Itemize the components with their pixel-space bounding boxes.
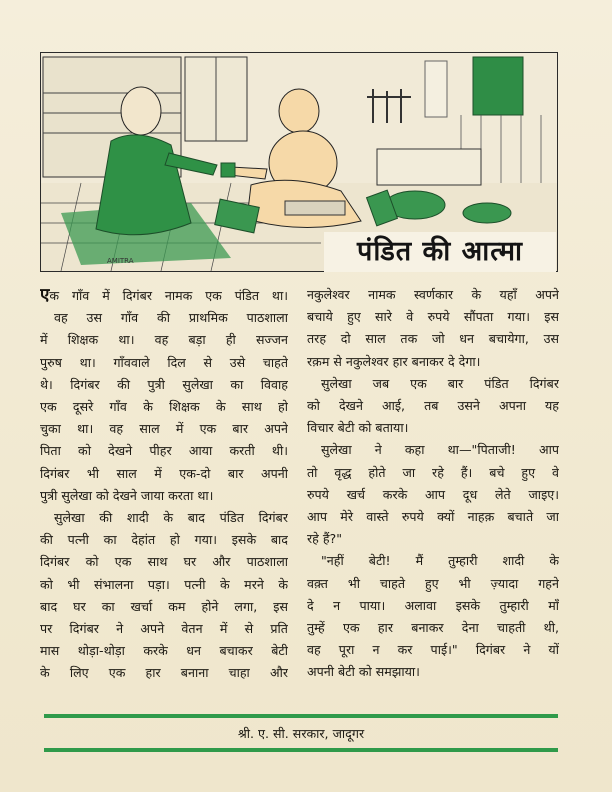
text-line: वह उस गाँव की प्राथमिक पाठशाला xyxy=(54,310,288,326)
text-line: वह पूरा न कर पाई।" दिगंबर ने यों xyxy=(307,642,559,658)
text-line: रुपये खर्च करके आप दूध लेते जाइए। xyxy=(307,486,559,502)
divider-rule xyxy=(44,748,558,752)
text-line: पुरुष था। गाँववाले दिल से उसे चाहते xyxy=(40,354,288,370)
text-line: दे न पाया। अलावा इसके तुम्हारी माँ xyxy=(307,597,559,613)
text-line: पिता को देखने पीहर आया करती थी। xyxy=(40,443,288,459)
text-line: बाद घर का खर्चा कम होने लगा, इस xyxy=(40,598,288,614)
text-line: एक गाँव में दिगंबर नामक एक पंडित था। xyxy=(40,285,288,305)
text-line: में शिक्षक था। वह बड़ा ही सज्जन xyxy=(40,332,288,348)
text-line: पर दिगंबर ने अपने वेतन में से प्रति xyxy=(40,621,288,637)
text-line: मास थोड़ा-थोड़ा करके धन बचाकर बेटी xyxy=(40,643,288,659)
text-line: रक़म से नकुलेश्वर हार बनाकर दे देगा। xyxy=(307,353,481,369)
author-credit: श्री. ए. सी. सरकार, जादूगर xyxy=(237,726,365,741)
text-line: बचाये हुए सारे वे रुपये सौंपता गया। इस xyxy=(307,309,559,325)
left-text-column xyxy=(40,284,288,685)
text-line: थे। दिगंबर की पुत्री सुलेखा का विवाह xyxy=(40,376,288,392)
text-line: दिगंबर को एक साथ घर और पाठशाला xyxy=(40,554,288,570)
text-line: अपनी बेटी को समझाया। xyxy=(307,664,420,680)
text-line: सुलेखा ने कहा था—"पिताजी! आप xyxy=(321,442,559,458)
text-line: के लिए एक हार बनाना चाहा और xyxy=(40,665,288,681)
text-line: तो वृद्ध होते जा रहे हैं। बचे हुए वे xyxy=(307,464,559,480)
text-line: नकुलेश्वर नामक स्वर्णकार के यहाँ अपने xyxy=(307,287,559,302)
text-line: सुलेखा जब एक बार पंडित दिगंबर xyxy=(321,375,559,391)
drop-cap: ए xyxy=(40,285,50,305)
text-line: की पत्नी का देहांत हो गया। इसके बाद xyxy=(40,532,288,548)
text-line: तुम्हें एक हार बनाकर देना चाहती थी, xyxy=(307,620,559,636)
text-line: सुलेखा की शादी के बाद पंडित दिगंबर xyxy=(54,510,288,526)
story-title: पंडित की आत्मा xyxy=(324,232,556,272)
text-line: एक दूसरे गाँव के शिक्षक के साथ हो xyxy=(40,399,288,415)
text-line: चुका था। वह साल में एक बार अपने xyxy=(40,421,288,437)
illustrator-signature: AMITRA xyxy=(107,257,134,265)
divider-rule xyxy=(44,714,558,718)
text-line: पुत्री सुलेखा को देखने जाया करता था। xyxy=(40,487,214,503)
text-line: विचार बेटी को बताया। xyxy=(307,420,409,436)
text-line: दिगंबर भी साल में एक-दो बार अपनी xyxy=(40,465,288,481)
text-line: आप मेरे वास्ते रुपये क्यों नाहक़ बचाते जा xyxy=(307,509,559,525)
text-line: "नहीं बेटी! मैं तुम्हारी शादी के xyxy=(321,553,559,569)
text-line: को भी संभालना पड़ा। पत्नी के मरने के xyxy=(40,576,288,592)
text-line: रहे हैं?" xyxy=(307,531,343,547)
text-line: को देखने आई, तब उसने अपना यह xyxy=(307,398,559,414)
right-text-column xyxy=(307,284,559,684)
text-line: तरह दो साल तक जो धन बचायेगा, उस xyxy=(307,331,559,347)
text-line: वक़्त भी चाहते हुए भी ज़्यादा गहने xyxy=(307,575,559,591)
